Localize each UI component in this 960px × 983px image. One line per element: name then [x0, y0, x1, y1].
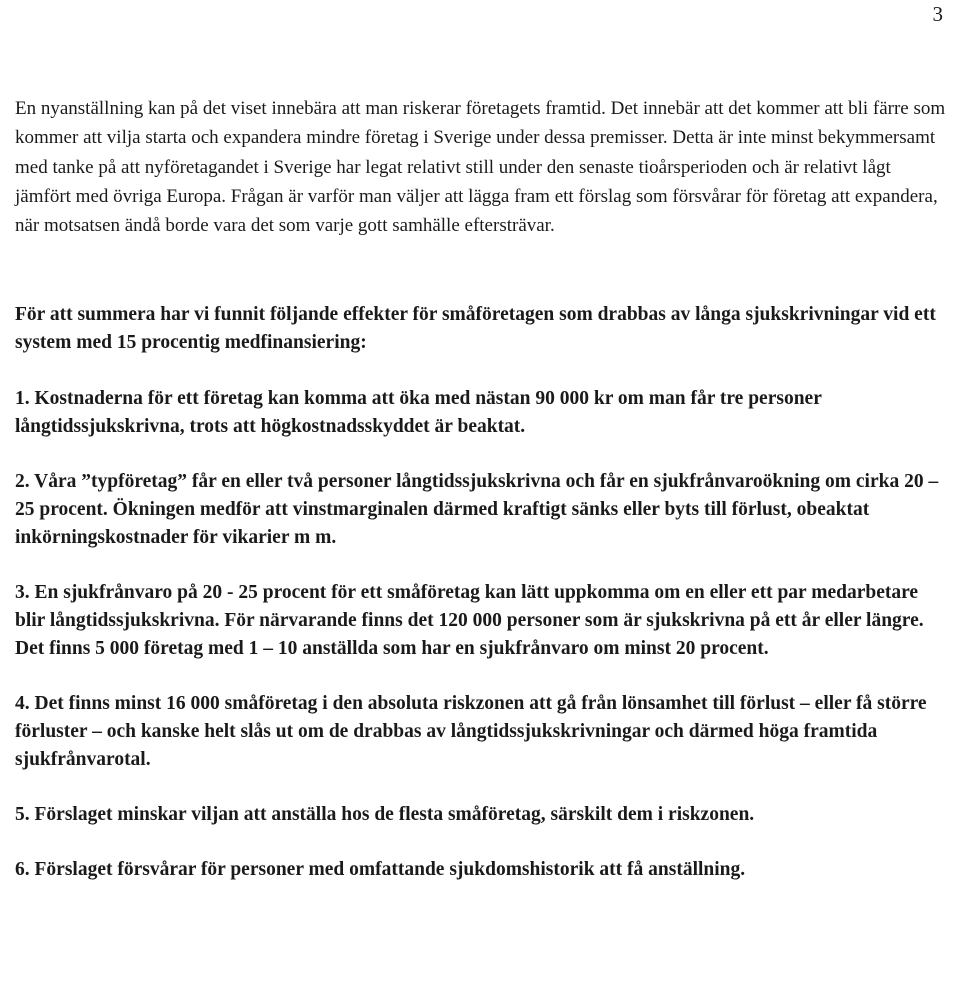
summary-section — [15, 301, 950, 884]
summary-point-5: 5. Förslaget minskar viljan att anställa hos de flesta småföretag, särskilt dem i riskzonen. — [15, 804, 755, 825]
summary-point-3: 3. En sjukfrånvaro på 20 - 25 procent för ett småföretag kan lätt uppkomma om en eller ett par medarbetare blir långtidssjukskrivna. För närvarande finns det 120 000 personer som är sjukskrivna på ett år eller längre. Det finns 5 000 företag med 1 – 10 anställda som har en sjukfrånvaro om minst 20 procent. — [15, 582, 924, 659]
intro-paragraph: En nyanställning kan på det viset innebära att man riskerar företagets framtid. Det innebär att det kommer att bli färre som kommer att vilja starta och expandera mindre företag i Sverige under dessa premisser. Detta är inte minst bekymmersamt med tanke på att nyföretagandet i Sverige har legat relativt still under den senaste tioårsperioden och är relativt lågt jämfört med övriga Europa. Frågan är varför man väljer att lägga fram ett förslag som försvårar för företag att expandera, när motsatsen ändå borde vara det som varje gott samhälle eftersträvar. — [15, 98, 946, 237]
summary-point-6: 6. Förslaget försvårar för personer med omfattande sjukdomshistorik att få anställning. — [15, 859, 746, 880]
summary-point-1: 1. Kostnaderna för ett företag kan komma att öka med nästan 90 000 kr om man får tre personer långtidssjukskrivna, trots att högkostnadsskyddet är beaktat. — [15, 388, 822, 437]
summary-intro: För att summera har vi funnit följande effekter för småföretagen som drabbas av långa sjukskrivningar vid ett system med 15 procentig medfinansiering: — [15, 304, 936, 353]
summary-point-4: 4. Det finns minst 16 000 småföretag i den absoluta riskzonen att gå från lönsamhet till förlust – eller få större förluster – och kanske helt slås ut om de drabbas av långtidssjukskrivningar och därmed höga framtida sjukfrånvarotal. — [15, 693, 927, 770]
page-number: 3 — [932, 2, 943, 26]
summary-point-2: 2. Våra ”typföretag” får en eller två personer långtidssjukskrivna och får en sjukfrånvaroökning om cirka 20 – 25 procent. Ökningen medför att vinstmarginalen därmed kraftigt sänks eller byts till förlust, obeaktat inkörningskostnader för vikarier m m. — [15, 471, 939, 548]
